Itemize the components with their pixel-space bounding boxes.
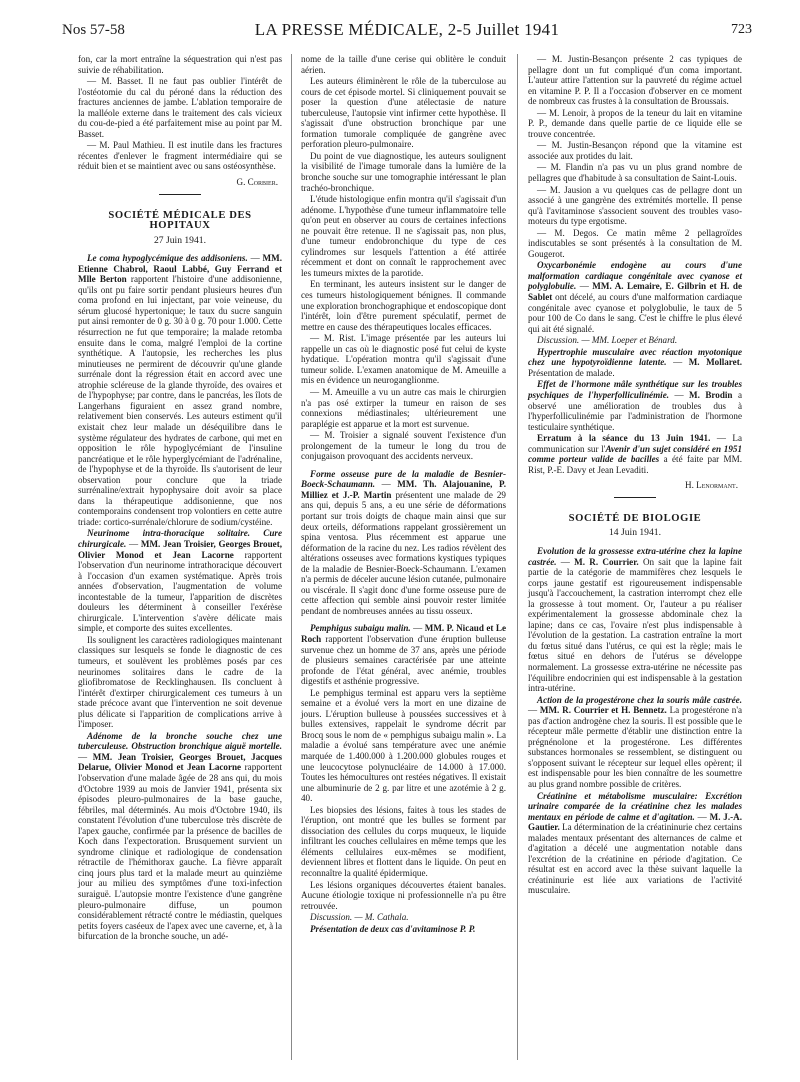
signature: H. Lenormant. bbox=[685, 480, 738, 491]
column-3 bbox=[528, 54, 742, 897]
article-authors: MM. Jean Troisier, Georges Brouet, Jacques Delarue, Olivier Monod et Jean Lacorne bbox=[78, 751, 282, 773]
society-heading: SOCIÉTÉ DE BIOLOGIE bbox=[568, 512, 702, 524]
paragraph: — M. Jausion a vu quelques cas de pellagre dont un associé à une gangrène des extrémités mortelle. Il pense qu'à l'avitaminose s'associent souvent des troubles vaso-moteurs du type ergotisme. bbox=[528, 184, 742, 227]
article-authors: MM. Etienne Chabrol, Raoul Labbé, Guy Ferrand et Mlle Berton bbox=[78, 253, 282, 285]
paragraph: — M. Ameuille a vu un autre cas mais le chirurgien n'a pas osé extirper la tumeur en raison de ses connexions médiastinales; ultérieurement une paraplégie est apparue et la mort est survenue. bbox=[301, 386, 506, 429]
article-text: La détermination de la créatininurie chez certains malades mentaux présentant des alternances de calme et d'agitation a décelé une augmentation notable dans l'excrétion de la créatinine en période d'agitation. Ce résultat est en accord avec la thèse suivant laquelle la créatininurie est liée aux variations de l'activité musculaire. bbox=[528, 822, 742, 896]
issue-number: Nos 57-58 bbox=[62, 22, 125, 38]
paragraph: fon, car la mort entraîne la séquestration qui n'est pas suivie de réhabilitation. bbox=[78, 54, 282, 75]
article: Créatinine et métabolisme musculaire: Excrétion urinaire comparée de la créatinine chez les malades mentaux en période de calme et d'agitation. — M. J.-A. Gautier. La détermination de la créatininurie chez certains malades mentaux présentant des alternances de calme et d'agitation a décelé une augmentation notable dans l'excrétion de la créatinine en période d'agitation. Ce résultat est en accord avec la thèse suivant laquelle la créatininurie est liée aux variations de l'activité musculaire. bbox=[528, 790, 742, 896]
erratum-text: a été faite par MM. Rist, P.-E. Davy et Jean Levaditi. bbox=[528, 454, 742, 475]
page-header bbox=[62, 22, 752, 44]
article: Forme osseuse pure de la maladie de Besnier-Boeck-Schaumann. — MM. Th. Alajouanine, P. Milliez et J.-P. Martin présentent une malade de 29 ans qui, depuis 5 ans, a eu une série de déformations portant sur trois doigts de chaque main ainsi que sur deux orteils, déformations rappelant grossièrement un spina ventosa. Plus récemment est apparue une déformation de la racine du nez. Les radios révèlent des altérations osseuses avec formations kystiques typiques de la maladie de Besnier-Boeck-Schaumann. L'examen n'a permis de déceler aucune lésion cutanée, pulmonaire ou viscérale. Il s'agit donc d'une forme osseuse pure de cette affection qui semble ainsi pouvoir rester limitée pendant de nombreuses années au tissu osseux. bbox=[301, 468, 506, 616]
article-title: Hypertrophie musculaire avec réaction myotonique chez une hypotyroïdienne latente. bbox=[528, 346, 742, 368]
paragraph: — M. Paul Mathieu. Il est inutile dans les fractures récentes d'enlever le fragment intermédiaire qui se réduit bien et se maintient avec ou sans ostéosynthèse. bbox=[78, 140, 282, 172]
paragraph: L'étude histologique enfin montra qu'il s'agissait d'un adénome. L'hypothèse d'une tumeur inflammatoire telle qu'on peut en observer au cours de certaines infections ne pouvait être retenue. Il ne s'agissait pas, non plus, d'une tumeur endobronchique du type de ces cylindromes sur lesquels l'attention a été attirée récemment et dont on connaît le rapprochement avec les tumeurs mixtes de la parotide. bbox=[301, 194, 506, 278]
article-authors: M. Mollaret. bbox=[688, 357, 743, 368]
paragraph: Du point de vue diagnostique, les auteurs soulignent la visibilité de l'image tumorale dans la lumière de la bronche souche sur une tomographie intéressant le plan trachéo-bronchique. bbox=[301, 150, 506, 193]
paragraph: nome de la taille d'une cerise qui oblitère le conduit aérien. bbox=[301, 54, 506, 75]
paragraph: Le pemphigus terminal est apparu vers la septième semaine et a évolué vers la mort en une dizaine de jours. L'éruption bulleuse à poussées successives et à bulles extensives, rappelait le syndrome décrit par Brocq sous le nom de « pemphigus subaigu malin ». La maladie a évolué sans température avec une anémie marquée de 1.400.000 à 1.200.000 globules rouges et une leucocytose polynucléaire de 14.000 à 17.000. Toutes les hémocultures ont restées négatives. Il existait une albuminurie de 2 g. par litre et une azotémie à 2 g. 40. bbox=[301, 687, 506, 804]
erratum-text: La communication sur l' bbox=[528, 433, 743, 454]
paragraph: Les biopsies des lésions, faites à tous les stades de l'éruption, ont montré que les bulles se forment par dissociation des cellules du corps muqueux, le liquide infiltrant les couches cellulaires en même temps que les éléments cellulaires eux-mêmes se modifient, deviennent libres et flottent dans le liquide. On peut en reconnaître la qualité épidermique. bbox=[301, 804, 506, 879]
paragraph: — M. Justin-Besançon répond que la vitamine est associée aux protides du lait. bbox=[528, 140, 742, 161]
article: Action de la progestérone chez la souris mâle castrée. — MM. R. Courrier et H. Bennetz. La progestérone n'a pas d'action androgène chez la souris. Il est possible que le récepteur mâle permette d'établir une distinction entre la prégnénolone et la progestérone. Les différentes substances hormonales se ressemblent, se distinguent ou s'opposent suivant le récepteur sur lequel elles opèrent; il est indispensable pour les bien connaître de les soumettre au plus grand nombre possible de critères. bbox=[528, 694, 742, 789]
article-authors: MM. Jean Troisier, Georges Brouet, Olivier Monod et Jean Lacorne bbox=[78, 538, 282, 560]
paragraph: — M. Flandin n'a pas vu un plus grand nombre de pellagres que d'habitude à sa consultation de Saint-Louis. bbox=[528, 162, 742, 184]
article-title: Action de la progestérone chez la souris mâle castrée. bbox=[537, 694, 742, 705]
column-divider bbox=[291, 54, 292, 1060]
article-text: ont décelé, au cours d'une malformation cardiaque congénitale avec cyanose et polyglobulie, le taux de 5 pour 100 de Co dans le sang. C'est le chiffre le plus élevé qui ait été signalé. bbox=[528, 292, 742, 334]
article-title: Adénome de la bronche souche chez une tuberculeuse. Obstruction bronchique aiguë mortelle. bbox=[78, 730, 282, 752]
article: Adénome de la bronche souche chez une tuberculeuse. Obstruction bronchique aiguë mortelle. — MM. Jean Troisier, Georges Brouet, Jacques Delarue, Olivier Monod et Jean Lacorne rapportent l'observation d'une malade âgée de 28 ans qui, du mois d'Octobre 1939 au mois de Janvier 1941, présenta six épisodes pleuro-pulmonaires de la base gauche, fébriles, mal déterminés. Au mois d'Octobre 1940, ils constatent l'évolution d'une tuberculose très discrète de l'apex gauche, confirmée par la présence de bacilles de Koch dans l'expectoration. Brusquement survient un syndrome clinique et radiologique de condensation rétractile de l'hémithorax gauche. La fièvre apparaît cinq jours plus tard et la malade meurt au quinzième jour au milieu des symptômes d'une toxi-infection suraiguë. L'autopsie montre l'existence d'une gangrène pleuro-pulmonaire diffuse, un poumon considérablement rétracté contre le médiastin, quelques petits foyers caséeux de l'apex avec une caverne, et, à la bifurcation de la bronche souche, un adé- bbox=[78, 730, 282, 942]
article: Neurinome intra-thoracique solitaire. Cure chirurgicale. — MM. Jean Troisier, Georges Brouet, Olivier Monod et Jean Lacorne rapportent l'observation d'un neurinome intrathoracique découvert à l'occasion d'un examen systématique. Après trois années d'observation, l'augmentation de volume incontestable de la tumeur, l'apparition de discrètes douleurs les déterminent à conseiller l'exérèse chirurgicale. L'intervention s'avère délicate mais simple, et comporte des suites excellentes. bbox=[78, 528, 282, 634]
separator-rule bbox=[159, 194, 201, 195]
article-text: présentent une malade de 29 ans qui, depuis 5 ans, a eu une série de déformations portant sur trois doigts de chaque main ainsi que sur deux orteils, déformations rappelant grossièrement un spina ventosa. Plus récemment est apparue une déformation de la racine du nez. Les radios révèlent des altérations osseuses avec formations kystiques typiques de la maladie de Besnier-Boeck-Schaumann. L'examen n'a permis de déceler aucune lésion cutanée, pulmonaire ou viscérale. Il s'agit donc d'une forme osseuse pure de cette affection qui semble ainsi pouvoir rester limitée pendant de nombreuses années au tissu osseux. bbox=[301, 489, 506, 616]
article: Le coma hypoglycémique des addisoniens. — MM. Etienne Chabrol, Raoul Labbé, Guy Ferrand et Mlle Berton rapportent l'histoire d'une addisonienne, qu'ils ont pu faire sortir pendant plusieurs heures d'un coma profond en lui injectant, par voie veineuse, du sérum glucosé hypertonique; le taux du sucre sanguin put ainsi remonter de 0 g. 30 à 0 g. 70 pour 1.000. Cette résurrection ne fut que temporaire; la malade retomba ensuite dans le coma, malgré l'emploi de la cortine synthétique. A l'autopsie, les recherches les plus minutieuses ne permirent de découvrir qu'une glande surrénale dont la régression était en accord avec une atrophie scléreuse de la glande thyroïde, des ovaires et de l'hypophyse; par contre, dans le pancréas, les îlots de Langerhans figuraient en assez grand nombre, relativement bien conservés. Les auteurs estiment qu'il existait chez leur malade un déséquilibre dans le système régulateur des hydrates de carbone, qui met en opposition le rôle hypoglycémiant de l'insuline pancréatique et le rôle hyperglycémiant de l'adrénaline, de l'hypophyse et de la thyroïde. Ils s'autorisent de leur observation pour conclure que la triade surrénaline/extrait hypophysaire doit avoir sa place dans la thérapeutique addisonienne, que nos contemporains condensent trop volontiers en cette autre triade: cortico-surrénale/chlorure de sodium/cystéine. bbox=[78, 253, 283, 527]
erratum: Erratum à la séance du 13 Juin 1941. — La communication sur l'Avenir d'un sujet considéré en 1951 comme porteur valide de bacilles a été faite par MM. Rist, P.-E. Davy et Jean Levaditi. bbox=[528, 433, 743, 475]
article-authors: MM. Th. Alajouanine, P. Milliez et J.-P. Martin bbox=[301, 479, 506, 500]
erratum-cited-title: Avenir d'un sujet considéré en 1951 comme porteur valide de bacilles bbox=[528, 443, 742, 465]
column-1 bbox=[78, 54, 282, 943]
article-text: a observé une amélioration de troubles dus à l'hyperfolliculinémie par l'administration de l'hormone testiculaire synthétique. bbox=[528, 389, 742, 432]
paragraph: Les auteurs éliminèrent le rôle de la tuberculose au cours de cet épisode mortel. Si cliniquement pouvait se poser la question d'une atélectasie de nature tuberculeuse, l'autopsie vint infirmer cette hypothèse. Il s'agissait d'une obstruction bronchique par une formation tumorale compliquée de gangrène avec perforation pleuro-pulmonaire. bbox=[301, 76, 506, 150]
article-authors: MM. A. Lemaire, E. Gilbrin et H. de Sablet bbox=[528, 281, 742, 303]
article-authors: M. Brodin bbox=[689, 389, 733, 400]
column-2 bbox=[301, 54, 506, 935]
article-title: Présentation de deux cas d'avitaminose P. P. bbox=[310, 923, 476, 934]
erratum-title: Erratum à la séance du 13 Juin 1941. bbox=[537, 433, 711, 444]
paragraph: — M. Troisier a signalé souvent l'existence d'un prolongement de la tumeur le long du trou de conjugaison provoquant des accidents nerveux. bbox=[301, 430, 506, 462]
signature: G. Corbier. bbox=[236, 177, 278, 188]
paragraph: Ils soulignent les caractères radiologiques maintenant classiques sur lesquels se fonde le diagnostic de ces tumeurs, et soulèvent les problèmes posés par ces neurinomes solitaires dans le cadre de la gliofibromatose de Recklinghausen. Ils concluent à l'intérêt d'extirper chirurgicalement ces tumeurs à un stade précoce avant que l'intervention ne soit devenue plus délicate si l'apparition de complications arrive à l'imposer. bbox=[78, 634, 282, 730]
article-text: rapportent l'histoire d'une addisonienne, qu'ils ont pu faire sortir pendant plusieurs heures d'un coma profond en lui injectant, par voie veineuse, du sérum glucosé hypertonique; le taux du sucre sanguin put ainsi remonter de 0 g. 30 à 0 g. 70 pour 1.000. Cette résurrection ne fut que temporaire; la malade retomba ensuite dans le coma, malgré l'emploi de la cortine synthétique. A l'autopsie, les recherches les plus minutieuses ne permirent de découvrir qu'une glande surrénale dont la régression était en accord avec une atrophie scléreuse de la glande thyroïde, des ovaires et de l'hypophyse; par contre, dans le pancréas, les îlots de Langerhans figuraient en assez grand nombre, relativement bien conservés. Les auteurs estiment qu'il existait chez leur malade un déséquilibre dans le système régulateur des hydrates de carbone, qui met en opposition le rôle hypoglycémiant de l'insuline pancréatique et le rôle hyperglycémiant de l'adrénaline, de l'hypophyse et de la thyroïde. Ils s'autorisent de leur observation pour conclure que la triade surrénaline/extrait hypophysaire doit avoir sa place dans la thérapeutique addisonienne, que nos contemporains condensent trop volontiers en cette autre triade: cortico-surrénale/chlorure de sodium/cystéine. bbox=[78, 274, 283, 527]
paragraph: — M. Lenoir, à propos de la teneur du lait en vitamine P. P., demande dans quelle partie de ce liquide elle se trouve concentrée. bbox=[528, 107, 742, 139]
article-title: Créatinine et métabolisme musculaire: Excrétion urinaire comparée de la créatinine chez les malades mentaux en période de calme et d'agitation. bbox=[528, 790, 742, 822]
article-text: rapportent l'observation d'une éruption bulleuse survenue chez un homme de 37 ans, après une période de plusieurs semaines caractérisée par une atteinte profonde de l'état général, avec anémie, troubles digestifs et asthénie progressive. bbox=[301, 633, 506, 687]
discussion: Discussion. — MM. Loeper et Bénard. bbox=[537, 335, 678, 346]
article-title: Forme osseuse pure de la maladie de Besnier-Boeck-Schaumann. bbox=[301, 468, 506, 490]
article-title: Effet de l'hormone mâle synthétique sur les troubles psychiques de l'hyperfolliculinémie. bbox=[528, 379, 742, 400]
article-title: Neurinome intra-thoracique solitaire. Cure chirurgicale. bbox=[78, 528, 282, 549]
paragraph: En terminant, les auteurs insistent sur le danger de ces tumeurs histologiquement bénignes. Il commande une exploration bronchographique et endoscopique dont l'intérêt, loin d'être purement spéculatif, permet de mettre en cause des thérapeutiques locales efficaces. bbox=[301, 279, 506, 332]
session-date: 14 Juin 1941. bbox=[609, 527, 661, 539]
article-title: Oxycarbonémie endogène au cours d'une malformation cardiaque congénitale avec cyanose et polyglobulie. bbox=[528, 260, 742, 292]
separator-rule bbox=[614, 497, 656, 498]
article: Evolution de la grossesse extra-utérine chez la lapine castrée. — M. R. Courrier. On sait que la lapine fait partie de la catégorie de mammifères chez lesquels le corps jaune gestatif est rigoureusement indispensable jusqu'à l'accouchement, la castration interrompt chez elle la grossesse à tout moment. Or, l'auteur a pu réaliser expérimentalement la grossesse abdominale chez la lapine; dans ce cas, l'ovaire n'est plus indispensable à l'évolution de la gestation. La castration entraîne la mort du fœtus situé dans l'utérus, ce qui est la règle; mais le fœtus situé en dehors de l'utérus se développe normalement. La grossesse extra-utérine ne nécessite pas l'équilibre endocrinien qui est indispensable à la gestation intra-utérine. bbox=[528, 545, 743, 694]
article: Effet de l'hormone mâle synthétique sur les troubles psychiques de l'hyperfolliculinémie. — M. Brodin a observé une amélioration de troubles dus à l'hyperfolliculinémie par l'administration de l'hormone testiculaire synthétique. bbox=[528, 379, 742, 432]
article-authors: MM. P. Nicaud et Le Roch bbox=[301, 623, 506, 644]
column-divider bbox=[517, 54, 518, 1060]
journal-title: LA PRESSE MÉDICALE, 2-5 Juillet 1941 bbox=[254, 20, 560, 39]
article-authors: MM. R. Courrier et H. Bennetz. bbox=[539, 705, 667, 716]
article-title: Le coma hypoglycémique des addisoniens. bbox=[87, 253, 248, 264]
article-text: Présentation de malade. bbox=[528, 367, 615, 378]
article-authors: M. R. Courrier. bbox=[574, 556, 639, 567]
article-title: Pemphigus subaigu malin. bbox=[310, 623, 411, 634]
paragraph: — M. Rist. L'image présentée par les auteurs lui rappelle un cas où le diagnostic posé fut celui de kyste hydatique. L'opération montra qu'il s'agissait d'une tumeur solide. L'examen anatomique de M. Ameuille a mis en évidence un neuroganglionme. bbox=[301, 333, 506, 386]
article-text: rapportent l'observation d'un neurinome intrathoracique découvert à l'occasion d'un examen systématique. Après trois années d'observation, l'augmentation de volume incontestable de la tumeur, l'apparition de discrètes douleurs les déterminent à conseiller l'exérèse chirurgicale. L'intervention s'avère délicate mais simple, et comporte des suites excellentes. bbox=[78, 549, 282, 634]
article-text: On sait que la lapine fait partie de la catégorie de mammifères chez lesquels le corps jaune gestatif est rigoureusement indispensable jusqu'à l'accouchement, la castration interrompt chez elle la grossesse à tout moment. Or, l'auteur a pu réaliser expérimentalement la grossesse abdominale chez la lapine; dans ce cas, l'ovaire n'est plus indispensable à l'évolution de la gestation. La castration entraîne la mort du fœtus situé dans l'utérus, ce qui est la règle; mais le fœtus situé en dehors de l'utérus se développe normalement. La grossesse extra-utérine ne nécessite pas l'équilibre endocrinien qui est indispensable à la gestation intra-utérine. bbox=[528, 556, 743, 694]
article: Oxycarbonémie endogène au cours d'une malformation cardiaque congénitale avec cyanose et polyglobulie. — MM. A. Lemaire, E. Gilbrin et H. de Sablet ont décelé, au cours d'une malformation cardiaque congénitale avec cyanose et polyglobulie, le taux de 5 pour 100 de Co dans le sang. C'est le chiffre le plus élevé qui ait été signalé. bbox=[528, 260, 742, 334]
session-date: 27 Juin 1941. bbox=[154, 234, 206, 246]
article-text: rapportent l'observation d'une malade âgée de 28 ans qui, du mois d'Octobre 1939 au mois de Janvier 1941, présenta six épisodes pleuro-pulmonaires de la base gauche, fébriles, mal déterminés. Au mois d'Octobre 1940, ils constatent l'évolution d'une tuberculose très discrète de l'apex gauche, confirmée par la présence de bacilles de Koch dans l'expectoration. Brusquement survient un syndrome clinique et radiologique de condensation rétractile de l'hémithorax gauche. La fièvre apparaît cinq jours plus tard et la malade meurt au quinzième jour au milieu des symptômes d'une toxi-infection suraiguë. L'autopsie montre l'existence d'une gangrène pleuro-pulmonaire diffuse, un poumon considérablement rétracté contre le médiastin, quelques petits foyers caséeux de l'apex avec une caverne, et, à la bifurcation de la bronche souche, un adé- bbox=[78, 762, 282, 942]
society-heading: SOCIÉTÉ MÉDICALE DES HOPITAUX bbox=[108, 209, 252, 232]
article: Pemphigus subaigu malin. — MM. P. Nicaud et Le Roch rapportent l'observation d'une éruption bulleuse survenue chez un homme de 37 ans, après une période de plusieurs semaines caractérisée par une atteinte profonde de l'état général, avec anémie, troubles digestifs et asthénie progressive. bbox=[301, 623, 506, 687]
article-authors: M. J.-A. Gautier. bbox=[528, 811, 742, 833]
page-number: 723 bbox=[731, 22, 752, 37]
article-text: La progestérone n'a pas d'action androgène chez la souris. Il est possible que le récepteur mâle permette d'établir une distinction entre la prégnénolone et la progestérone. Les différentes substances hormonales se ressemblent, se distinguent ou s'opposent suivant le récepteur sur lequel elles opèrent; il est indispensable pour les bien connaître de les soumettre au plus grand nombre possible de critères. bbox=[528, 705, 742, 789]
discussion: Discussion. — M. Cathala. bbox=[310, 912, 409, 923]
paragraph: — M. Justin-Besançon présente 2 cas typiques de pellagre dont un fut compliqué d'un coma important. L'auteur attire l'attention sur la pauvreté du régime actuel en vitamine P. P. Il a l'occasion d'observer en ce moment de nombreux cas frustes à la consultation de Broussais. bbox=[528, 54, 742, 107]
article: Hypertrophie musculaire avec réaction myotonique chez une hypotyroïdienne latente. — M. Mollaret. Présentation de malade. bbox=[528, 346, 743, 378]
paragraph: — M. Basset. Il ne faut pas oublier l'intérêt de l'ostéotomie du cal du péroné dans la réduction des fractures anciennes de jambe. L'ablation temporaire de la malléole externe dans le traitement des cals vicieux du cou-de-pied a été parfaitement mise au point par M. Basset. bbox=[78, 76, 282, 139]
paragraph: — M. Degos. Ce matin même 2 pellagroïdes indiscutables se sont présentés à la consultation de M. Gougerot. bbox=[528, 227, 742, 259]
paragraph: Les lésions organiques découvertes étaient banales. Aucune étiologie toxique ni professionnelle n'a pu être retrouvée. bbox=[301, 879, 506, 911]
article-title: Evolution de la grossesse extra-utérine chez la lapine castrée. bbox=[528, 545, 742, 567]
